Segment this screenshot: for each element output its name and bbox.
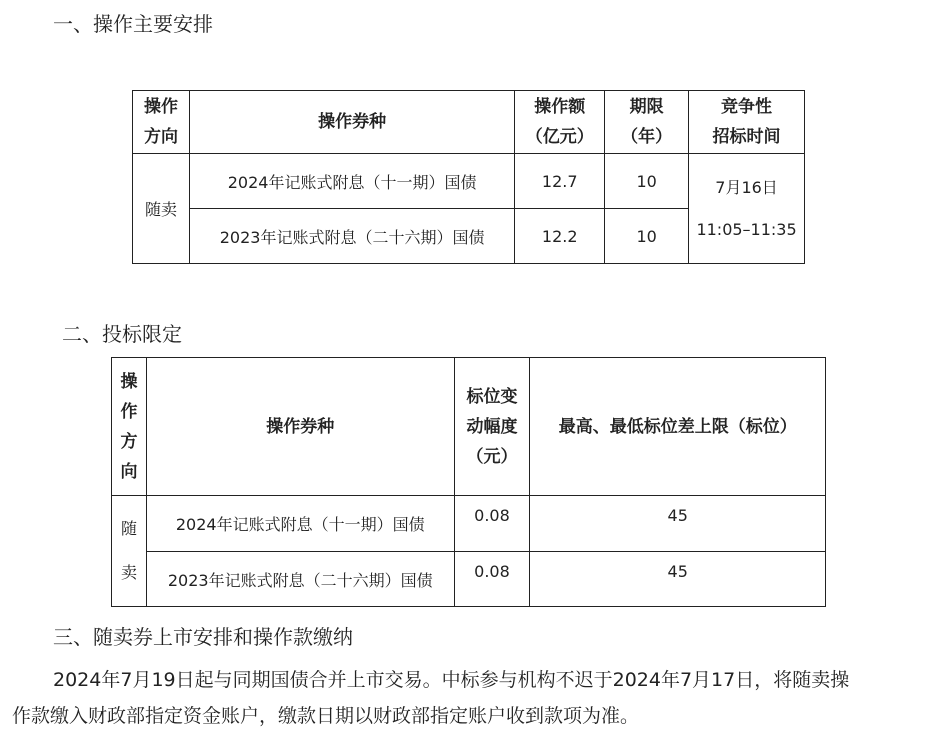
- auction-hours: 11:05–11:35: [696, 219, 797, 239]
- header-limit: 最高、最低标位差上限（标位）: [530, 358, 826, 496]
- header-change-line2: 动幅度: [466, 416, 518, 437]
- header-bond: 操作券种: [189, 91, 514, 154]
- header-term-line2: （年）: [621, 127, 673, 147]
- header-term-line1: 期限: [629, 97, 664, 117]
- bond-cell: 2024年记账式附息（十一期）国债: [146, 496, 454, 552]
- header-term: [605, 91, 689, 154]
- direction-cell: [112, 496, 147, 607]
- bond-cell: 2023年记账式附息（二十六期）国债: [189, 209, 514, 264]
- header-amount-line1: 操作额: [534, 97, 586, 117]
- header-direction-line1: 操作: [143, 97, 178, 117]
- table-header-row: [112, 358, 826, 496]
- table-row: [112, 552, 826, 607]
- section-2-heading: 二、投标限定: [62, 322, 182, 346]
- table-row: [112, 496, 826, 552]
- header-change: [454, 358, 530, 496]
- change-cell: 0.08: [454, 496, 530, 552]
- header-bond: 操作券种: [146, 358, 454, 496]
- change-cell: 0.08: [454, 552, 530, 607]
- term-cell: 10: [605, 209, 689, 264]
- settlement-paragraph: [12, 662, 932, 734]
- bond-cell: 2023年记账式附息（二十六期）国债: [146, 552, 454, 607]
- header-change-line3: （元）: [466, 446, 518, 467]
- header-time: [689, 91, 805, 154]
- header-amount-line2: （亿元）: [525, 127, 594, 147]
- operation-table: [132, 90, 805, 264]
- header-change-line1: 标位变: [466, 386, 518, 407]
- table-header-row: [133, 91, 805, 154]
- header-time-line1: 竞争性: [721, 97, 773, 117]
- header-direction-char1: 操: [120, 371, 138, 392]
- auction-date: 7月16日: [715, 177, 778, 197]
- auction-time-cell: [689, 154, 805, 264]
- header-direction-char2: 作: [120, 401, 138, 422]
- limit-cell: 45: [530, 496, 826, 552]
- paragraph-line-1: 2024年7月19日起与同期国债合并上市交易。中标参与机构不迟于2024年7月17日，将随卖操: [53, 669, 850, 691]
- bidding-limit-table: [111, 357, 826, 607]
- paragraph-line-2: 作款缴入财政部指定资金账户，缴款日期以财政部指定账户收到款项为准。: [12, 705, 640, 727]
- direction-char1: 随: [120, 519, 137, 538]
- amount-cell: 12.7: [515, 154, 605, 209]
- limit-cell: 45: [530, 552, 826, 607]
- header-direction-char3: 方: [120, 431, 138, 452]
- header-direction-line2: 方向: [143, 127, 178, 147]
- direction-char2: 卖: [120, 563, 137, 582]
- header-direction: [112, 358, 147, 496]
- direction-cell: 随卖: [133, 154, 190, 264]
- section-1-heading: 一、操作主要安排: [53, 12, 213, 36]
- header-amount: [515, 91, 605, 154]
- amount-cell: 12.2: [515, 209, 605, 264]
- header-direction-char4: 向: [120, 461, 138, 482]
- section-3-heading: 三、随卖券上市安排和操作款缴纳: [53, 625, 353, 649]
- bond-cell: 2024年记账式附息（十一期）国债: [189, 154, 514, 209]
- header-time-line2: 招标时间: [712, 127, 781, 147]
- term-cell: 10: [605, 154, 689, 209]
- header-direction: [133, 91, 190, 154]
- table-row: [133, 154, 805, 209]
